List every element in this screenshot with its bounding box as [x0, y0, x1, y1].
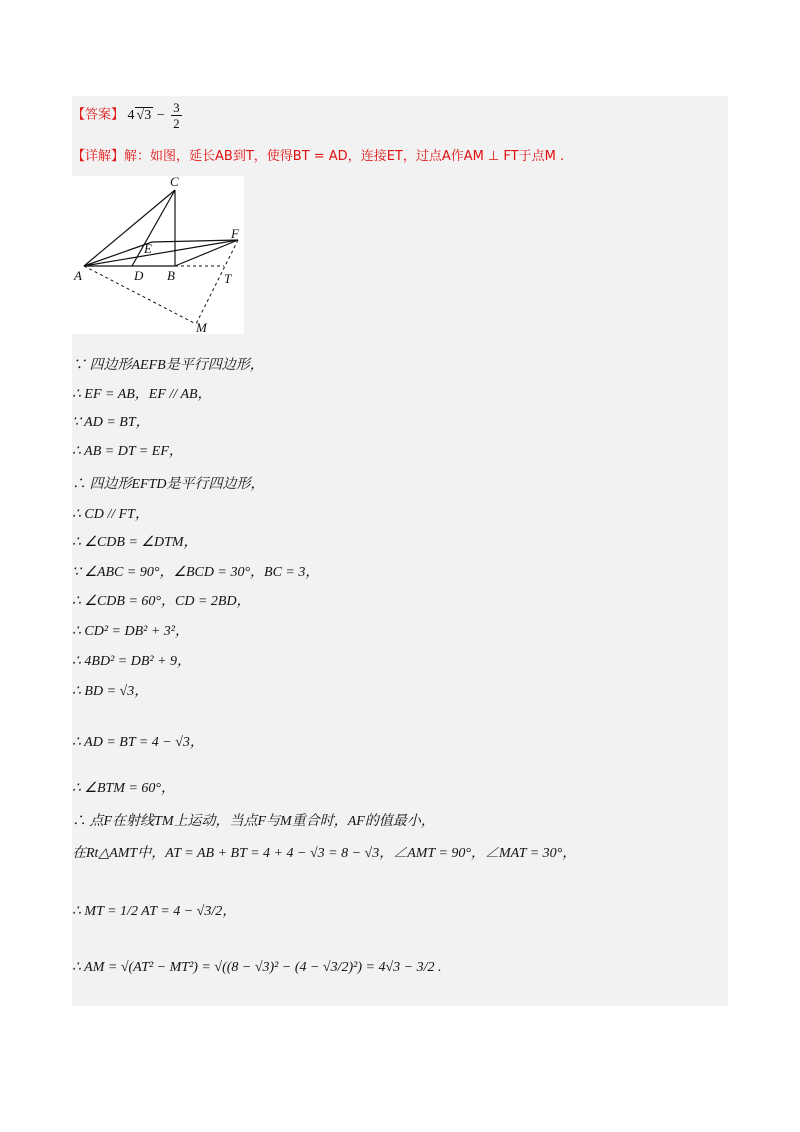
step-2: ∴ EF = AB，EF // AB，	[72, 387, 212, 402]
detail-intro: 解：如图，延长AB到T，使得BT = AD，连接ET，过点A作AM ⊥ FT于点M .	[124, 149, 565, 164]
label-T: T	[224, 271, 232, 286]
step-1: ∵ 四边形AEFB是平行四边形，	[72, 358, 264, 373]
answer-value: 4 √3 − $\frac{3}{2}$	[127, 100, 180, 131]
step-9: ∴ ∠CDB = 60°，CD = 2BD，	[72, 594, 251, 609]
detail-tag: 【详解】	[72, 149, 125, 164]
step-18: ∴ AM = √(AT² − MT²) = √((8 − √3)² − (4 − √3/2)²) = 4√3 − 3/2 .	[72, 960, 442, 975]
label-D: D	[134, 268, 144, 283]
step-10: ∴ CD² = DB² + 3²，	[72, 624, 190, 639]
step-5: ∴ 四边形EFTD是平行四边形，	[72, 477, 265, 492]
answer-tag: 【答案】	[72, 107, 125, 123]
detail-intro-line	[72, 147, 564, 167]
label-F: F	[231, 226, 239, 241]
step-12: ∴ BD = √3，	[72, 684, 149, 699]
step-6: ∴ CD // FT，	[72, 507, 149, 522]
step-11: ∴ 4BD² = DB² + 9，	[72, 654, 192, 669]
step-16: 在Rt△AMT中，AT = AB + BT = 4 + 4 − √3 = 8 − √3，∠AMT = 90°，∠MAT = 30°，	[72, 846, 577, 861]
step-15: ∴ 点F在射线TM上运动，当点F与M重合时，AF的值最小，	[72, 814, 435, 829]
label-B: B	[167, 268, 175, 283]
step-7: ∴ ∠CDB = ∠DTM，	[72, 535, 198, 550]
step-14: ∴ ∠BTM = 60°，	[72, 781, 176, 796]
geometry-figure	[72, 176, 244, 334]
step-4: ∴ AB = DT = EF，	[72, 444, 183, 459]
label-C: C	[170, 176, 179, 189]
step-3: ∵ AD = BT，	[72, 415, 150, 430]
label-E: E	[144, 241, 152, 256]
step-13: ∴ AD = BT = 4 − √3，	[72, 735, 204, 750]
label-M: M	[196, 320, 207, 334]
answer-line	[72, 100, 185, 131]
step-8: ∵ ∠ABC = 90°，∠BCD = 30°，BC = 3，	[72, 565, 320, 580]
label-A: A	[74, 268, 82, 283]
step-17: ∴ MT = 1/2 AT = 4 − √3/2，	[72, 904, 237, 919]
